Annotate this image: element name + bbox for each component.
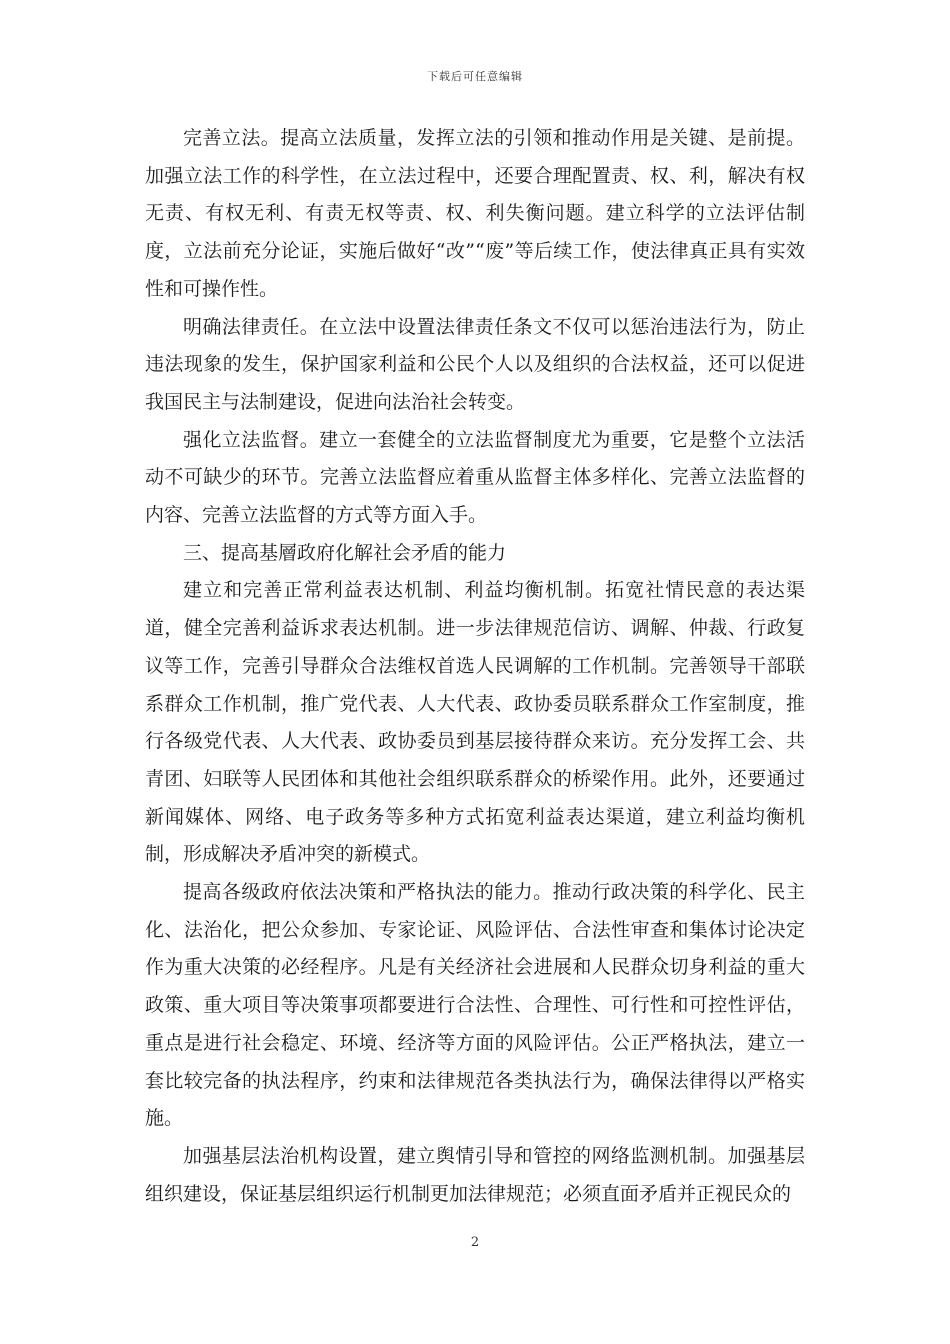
page-header: 下载后可任意编辑 bbox=[427, 70, 523, 83]
paragraph-lawful-decision-making: 提高各级政府依法决策和严格执法的能力。推动行政决策的科学化、民主化、法治化，把公众参加、专家论证、风险评估、合法性审查和集体讨论决定作为重大决策的必经程序。凡是有关经济社会进展和人民群众切身利益的重大政策、重大项目等决策事项都要进行合法性、合理性、可行性和可控性评估，重点是进行社会稳定、环境、经济等方面的风险评估。公正严格执法，建立一套比较完备的执法程序，约束和法律规范各类执法行为，确保法律得以严格实施。 bbox=[145, 881, 805, 1130]
paragraph-grassroots-institutions: 加强基层法治机构设置，建立舆情引导和管控的网络监测机制。加强基层组织建设，保证基层组织运行机制更加法律规范；必须直面矛盾并正视民众的 bbox=[145, 1144, 805, 1205]
section-heading-3: 三、提高基層政府化解社会矛盾的能力 bbox=[183, 541, 507, 564]
paragraph-legislative-supervision: 强化立法监督。建立一套健全的立法监督制度尤为重要，它是整个立法活动不可缺少的环节。完善立法监督应着重从监督主体多样化、完善立法监督的内容、完善立法监督的方式等方面入手。 bbox=[145, 428, 805, 527]
page-number: 2 bbox=[470, 1235, 480, 1250]
paragraph-interest-expression: 建立和完善正常利益表达机制、利益均衡机制。拓宽社情民意的表达渠道，健全完善利益诉求表达机制。进一步法律规范信访、调解、仲裁、行政复议等工作，完善引导群众合法维权首选人民调解的工作机制。完善领导干部联系群众工作机制，推广党代表、人大代表、政协委员联系群众工作室制度，推行各级党代表、人大代表、政协委员到基层接待群众来访。充分发挥工会、共青团、妇联等人民团体和其他社会组织联系群众的桥梁作用。此外，还要通过新闻媒体、网络、电子政务等多种方式拓宽利益表达渠道，建立利益均衡机制，形成解决矛盾冲突的新模式。 bbox=[145, 579, 805, 866]
paragraph-legislation-quality: 完善立法。提高立法质量，发挥立法的引领和推动作用是关键、是前提。加强立法工作的科学性，在立法过程中，还要合理配置责、权、利，解决有权无责、有权无利、有责无权等责、权、利失衡问题。建立科学的立法评估制度，立法前充分论证，实施后做好“改”“废”等后续工作，使法律真正具有实效性和可操作性。 bbox=[145, 127, 805, 300]
document-body bbox=[145, 120, 805, 1213]
paragraph-legal-responsibility: 明确法律责任。在立法中设置法律责任条文不仅可以惩治违法行为，防止违法现象的发生，保护国家利益和公民个人以及组织的合法权益，还可以促进我国民主与法制建设，促进向法治社会转变。 bbox=[145, 315, 805, 413]
